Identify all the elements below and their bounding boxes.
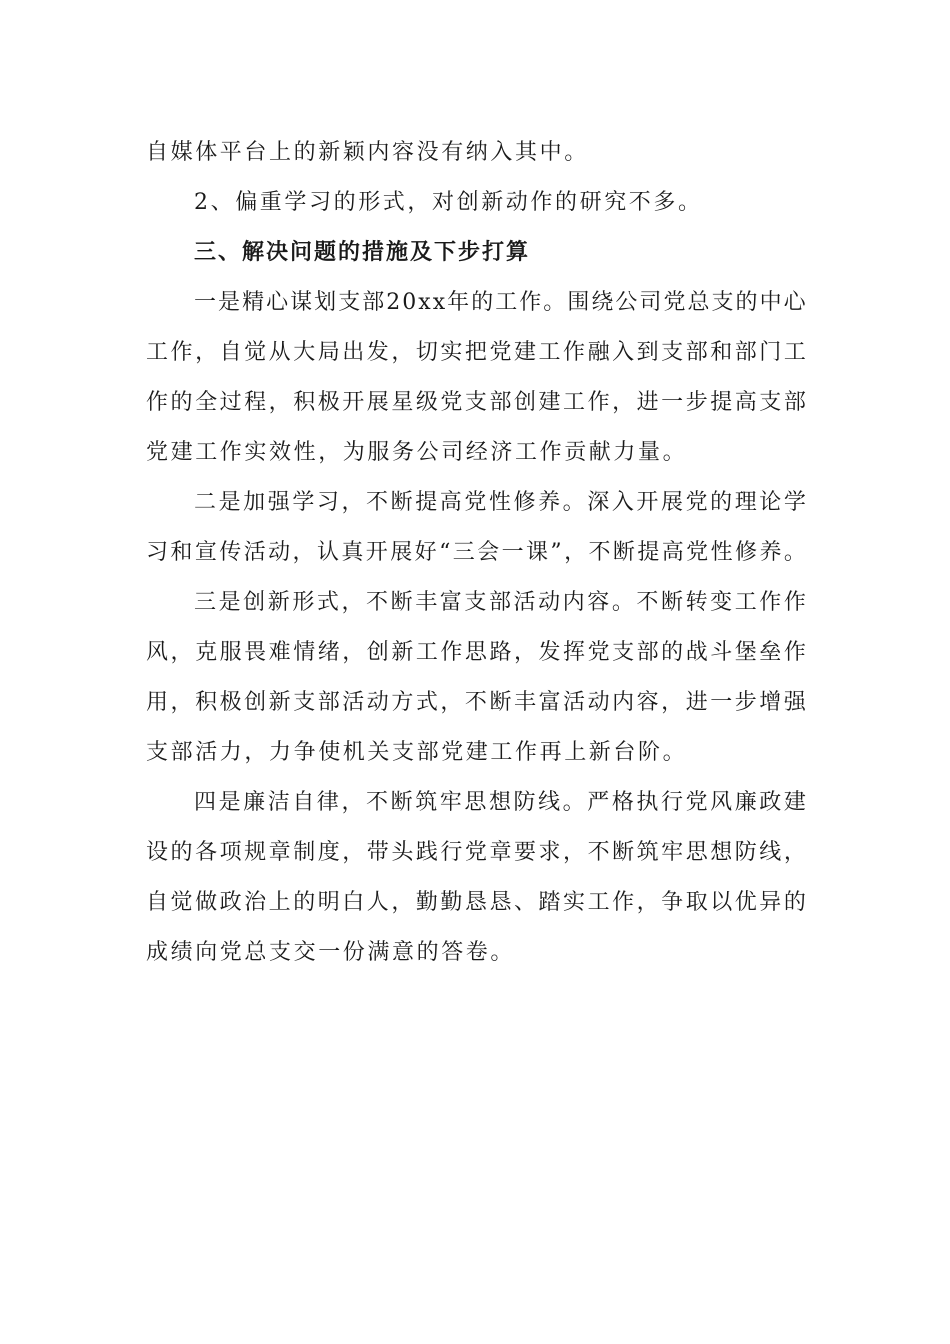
paragraph-line: 支部活力，力争使机关支部党建工作再上新台阶。	[146, 740, 688, 765]
paragraph-line: 四 是 廉 洁 自 律 ， 不 断 筑 牢 思 想 防 线 。 严 格 执 行 党 风 廉 政 建	[194, 790, 806, 815]
paragraph-line: 设 的 各 项 规 章 制 度 ， 带 头 践 行 党 章 要 求 ， 不 断 筑 牢 思 想 防 线 ，	[146, 840, 806, 865]
paragraph-line: 用 ， 积 极 创 新 支 部 活 动 方 式 ， 不 断 丰 富 活 动 内 容 ， 进 一 步 增 强	[146, 690, 806, 715]
paragraph-line: 习 和 宣 传 活 动 ， 认 真 开 展 好 “ 三 会 一 课 ” ， 不 断 提 高 党 性 修 养 。	[146, 540, 806, 565]
section-heading: 三、解决问题的措施及下步打算	[194, 240, 531, 265]
paragraph-line: 2、偏重学习的形式，对创新动作的研究不多。	[194, 190, 703, 215]
paragraph-line: 自 觉 做 政 治 上 的 明 白 人 ， 勤 勤 恳 恳 、 踏 实 工 作 ， 争 取 以 优 异 的	[146, 890, 806, 915]
paragraph-line: 三 是 创 新 形 式 ， 不 断 丰 富 支 部 活 动 内 容 。 不 断 转 变 工 作 作	[194, 590, 806, 615]
paragraph-line: 风 ， 克 服 畏 难 情 绪 ， 创 新 工 作 思 路 ， 发 挥 党 支 部 的 战 斗 堡 垒 作	[146, 640, 806, 665]
paragraph-line: 一 是 精 心 谋 划 支 部 2 0 x x 年 的 工 作 。 围 绕 公 司 党 总 支 的 中 心	[194, 290, 806, 315]
document-body	[146, 128, 806, 978]
paragraph-line: 自媒体平台上的新颖内容没有纳入其中。	[146, 140, 589, 165]
paragraph-line: 工 作 ， 自 觉 从 大 局 出 发 ， 切 实 把 党 建 工 作 融 入 到 支 部 和 部 门 工	[146, 340, 806, 365]
paragraph-line: 成绩向党总支交一份满意的答卷。	[146, 940, 516, 965]
paragraph-line: 二 是 加 强 学 习 ， 不 断 提 高 党 性 修 养 。 深 入 开 展 党 的 理 论 学	[194, 490, 806, 515]
paragraph-line: 党建工作实效性，为服务公司经济工作贡献力量。	[146, 440, 688, 465]
paragraph-line: 作 的 全 过 程 ， 积 极 开 展 星 级 党 支 部 创 建 工 作 ， 进 一 步 提 高 支 部	[146, 390, 806, 415]
